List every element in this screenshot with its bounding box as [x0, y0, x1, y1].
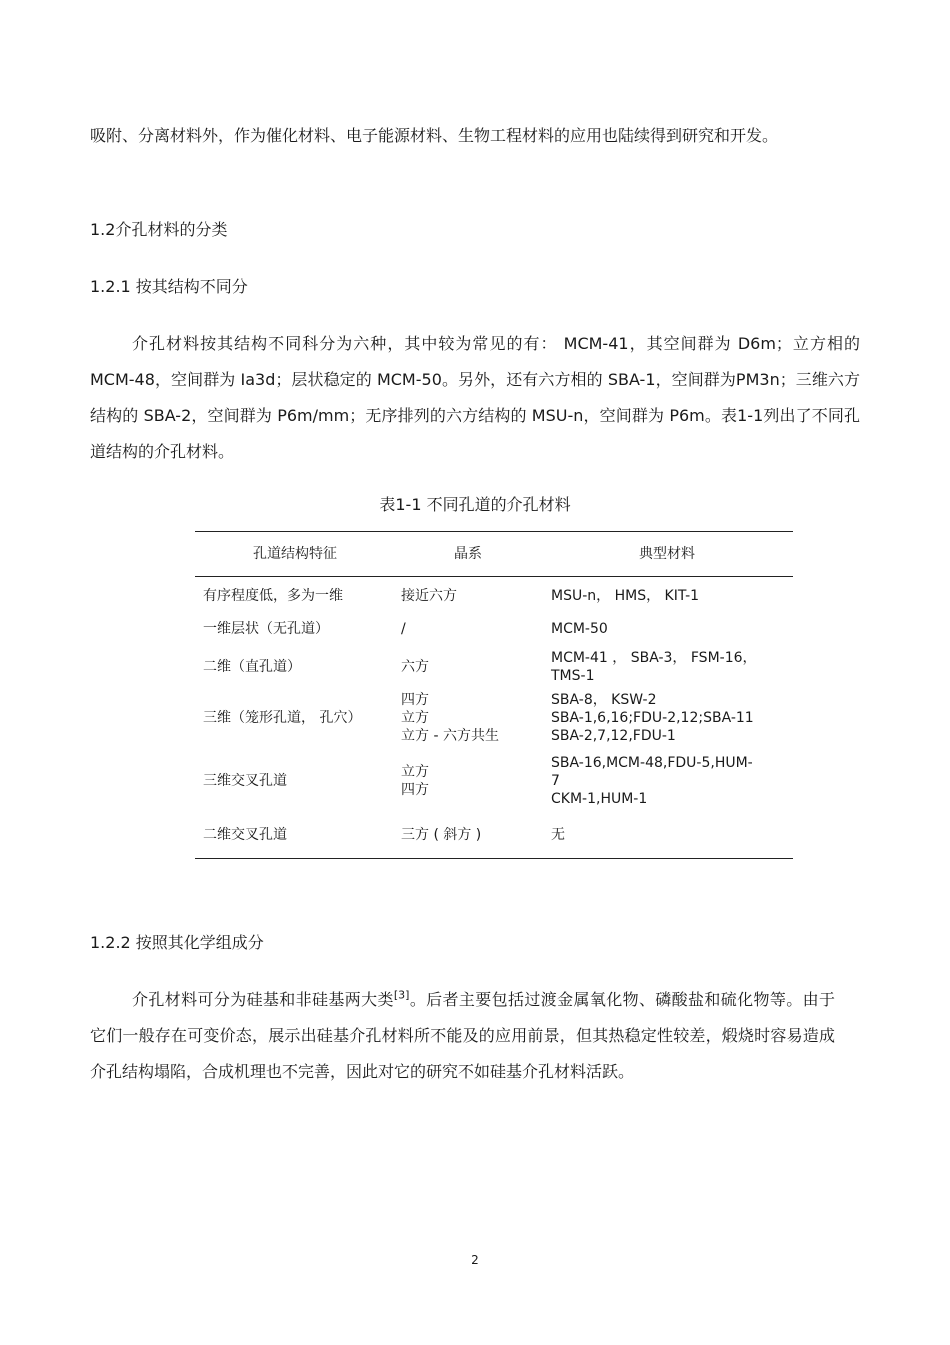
header-materials: 典型材料 — [541, 532, 793, 577]
header-crystal: 晶系 — [395, 532, 541, 577]
material-line: SBA-8， KSW-2 — [551, 691, 657, 708]
mesoporous-materials-table — [195, 531, 793, 859]
material-line: TMS-1 — [551, 667, 595, 684]
crystal-line: 四方 — [401, 691, 429, 708]
crystal-line: 三方 ( 斜方 ) — [401, 827, 482, 844]
table-header-row — [195, 532, 793, 577]
cell-crystal — [395, 749, 541, 813]
material-line: MCM-50 — [551, 620, 608, 637]
cell-materials — [541, 647, 793, 687]
table-row — [195, 647, 793, 687]
crystal-line: 接近六方 — [401, 587, 457, 604]
material-line: MSU-n， HMS， KIT-1 — [551, 587, 700, 604]
table-row — [195, 749, 793, 813]
paragraph-structure-text: 介孔材料按其结构不同科分为六种，其中较为常见的有： MCM-41，其空间群为 D6m；立方相的 MCM-48，空间群为 Ia3d；层状稳定的 MCM-50。另外，还有六方相的 SBA-1，空间群为PM3n；三维六方结构的 SBA-2，空间群为 P6m/mm；无序排列的六方结构的 MSU-n，空间群为 P6m。表1-1列出了不同孔道结构的介孔材料。 — [90, 334, 860, 461]
cell-materials — [541, 577, 793, 611]
table-row — [195, 813, 793, 859]
crystal-line: 立方 — [401, 763, 429, 780]
crystal-line: / — [401, 620, 406, 637]
cell-materials — [541, 813, 793, 859]
crystal-line: 六方 — [401, 658, 429, 675]
cell-crystal — [395, 687, 541, 749]
cell-structure: 有序程度低，多为一维 — [203, 587, 343, 604]
crystal-line: 立方 — [401, 709, 429, 726]
cell-structure: 三维交叉孔道 — [203, 772, 287, 789]
cell-structure: 一维层状（无孔道） — [203, 620, 329, 637]
table-row — [195, 687, 793, 749]
paragraph-chemistry — [90, 982, 835, 1090]
cell-materials — [541, 749, 793, 813]
material-line: SBA-2,7,12,FDU-1 — [551, 727, 676, 744]
paragraph-top-text: 吸附、分离材料外，作为催化材料、电子能源材料、生物工程材料的应用也陆续得到研究和开发。 — [90, 126, 779, 145]
citation-ref: [3] — [393, 988, 410, 1002]
cell-structure: 二维交叉孔道 — [203, 827, 287, 844]
cell-crystal — [395, 813, 541, 859]
material-line: CKM-1,HUM-1 — [551, 790, 648, 807]
paragraph-structure — [90, 326, 860, 470]
page-number: 2 — [471, 1253, 479, 1267]
material-line: SBA-1,6,16;FDU-2,12;SBA-11 — [551, 709, 754, 726]
cell-materials — [541, 687, 793, 749]
table-caption: 表1-1 不同孔道的介孔材料 — [379, 495, 571, 514]
crystal-line: 立方 - 六方共生 — [401, 727, 499, 744]
heading-1-2-1: 1.2.1 按其结构不同分 — [90, 277, 248, 296]
material-line: 7 — [551, 772, 560, 789]
table-row — [195, 577, 793, 611]
heading-1-2: 1.2介孔材料的分类 — [90, 220, 228, 239]
material-line: SBA-16,MCM-48,FDU-5,HUM- — [551, 754, 753, 771]
heading-1-2-2: 1.2.2 按照其化学组成分 — [90, 933, 264, 952]
table-row — [195, 611, 793, 647]
paragraph-chemistry-text: 介孔材料可分为硅基和非硅基两大类 — [132, 990, 394, 1009]
cell-structure: 二维（直孔道） — [203, 658, 301, 675]
cell-crystal — [395, 647, 541, 687]
material-line: MCM-41 ， SBA-3， FSM-16， — [551, 649, 757, 666]
material-line: 无 — [551, 827, 565, 844]
crystal-line: 四方 — [401, 781, 429, 798]
cell-structure: 三维（笼形孔道， 孔穴） — [203, 709, 362, 726]
header-structure: 孔道结构特征 — [195, 532, 395, 577]
paragraph-top — [90, 118, 860, 154]
cell-materials — [541, 611, 793, 647]
cell-crystal — [395, 611, 541, 647]
paragraph-chemistry-text-cont: 。后者主要包括过渡金属氧化物、磷酸盐和硫化物等。由于它们一般存在可变价态，展示出硅基介孔材料所不能及的应用前景，但其热稳定性较差，煅烧时容易造成介孔结构塌陷，合成机理也不完善，因此对它的研究不如硅基介孔材料活跃。 — [90, 990, 835, 1081]
cell-crystal — [395, 577, 541, 611]
